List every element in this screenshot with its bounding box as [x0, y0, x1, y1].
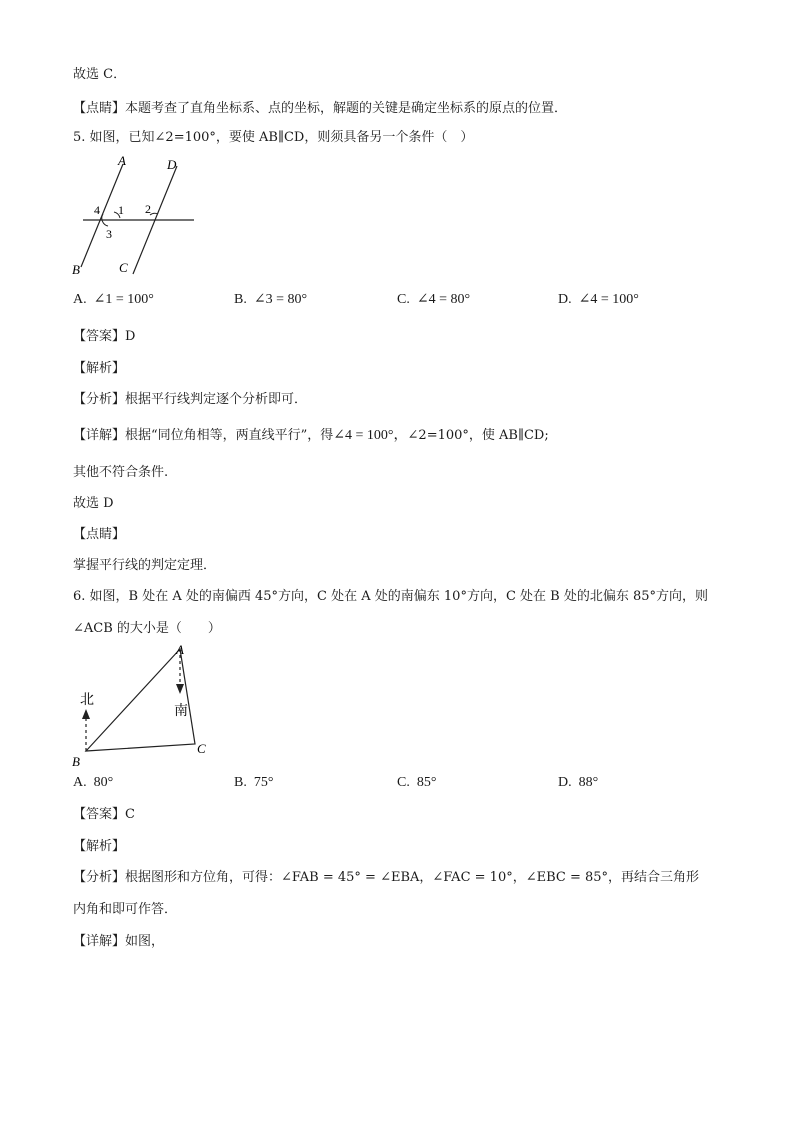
q6-fenxi-cont: 内角和即可作答．: [73, 902, 178, 917]
label-angle-3: 3: [106, 227, 112, 241]
figure-triangle-bearing: [66, 640, 226, 770]
q5-other: 其他不符合条件.: [73, 465, 169, 480]
label-south: 南: [174, 704, 188, 719]
label-D: D: [167, 157, 177, 172]
q6-fenxi: 【分析】根据图形和方位角，可得：∠FAB = 45° = ∠EBA，∠FAC = 10°，∠EBC = 85°，再结合三角形: [73, 870, 700, 885]
q5-answer: 【答案】D: [73, 329, 136, 344]
label-angle-4: 4: [94, 203, 100, 217]
q5-option-a: A. ∠1 = 100°: [73, 292, 154, 307]
text-line: 故选 C．: [73, 67, 127, 82]
q6-jiexi: 【解析】: [73, 839, 126, 854]
q5-dianjing: 【点睛】: [73, 527, 126, 542]
q5-xiangjie: 【详解】根据“同位角相等，两直线平行”，得∠4 = 100°，∠2=100°，使 AB∥CD;: [73, 428, 549, 443]
q5-dianjing-body: 掌握平行线的判定定理．: [73, 558, 217, 573]
label-angle-2: 2: [145, 202, 151, 216]
question-5-stem: 5. 如图，已知∠2=100°，要使 AB∥CD，则须具备另一个条件（ ）: [73, 130, 474, 145]
q6-option-a: A. 80°: [73, 775, 114, 790]
north-arrow-icon: [82, 709, 90, 719]
q6-option-b: B. 75°: [234, 775, 274, 790]
q5-option-d: D. ∠4 = 100°: [558, 292, 639, 307]
q5-jiexi: 【解析】: [73, 361, 126, 376]
label-A: A: [176, 642, 184, 657]
south-arrow-icon: [176, 684, 184, 694]
q6-answer: 【答案】C: [73, 807, 135, 822]
label-angle-1: 1: [118, 203, 124, 217]
q6-option-d: D. 88°: [558, 775, 599, 790]
q6-xiangjie: 【详解】如图，: [73, 934, 165, 949]
question-6-stem: 6. 如图，B 处在 A 处的南偏西 45°方向，C 处在 A 处的南偏东 10°方向，C 处在 B 处的北偏东 85°方向，则: [73, 589, 709, 604]
q5-guxuan: 故选 D: [73, 496, 114, 511]
label-B: B: [72, 262, 80, 277]
q5-option-b: B. ∠3 = 80°: [234, 292, 308, 307]
text-line: 【点睛】本题考查了直角坐标系、点的坐标，解题的关键是确定坐标系的原点的位置．: [73, 101, 568, 116]
figure-parallel-lines: [66, 150, 206, 280]
q6-option-c: C. 85°: [397, 775, 437, 790]
q5-fenxi: 【分析】根据平行线判定逐个分析即可．: [73, 392, 308, 407]
label-A: A: [118, 153, 126, 168]
q5-option-c: C. ∠4 = 80°: [397, 292, 471, 307]
label-C: C: [119, 260, 128, 275]
label-north: 北: [80, 693, 94, 708]
question-6-stem-cont: ∠ACB 的大小是（ ）: [73, 621, 221, 636]
label-C: C: [197, 741, 206, 756]
label-B: B: [72, 754, 80, 769]
